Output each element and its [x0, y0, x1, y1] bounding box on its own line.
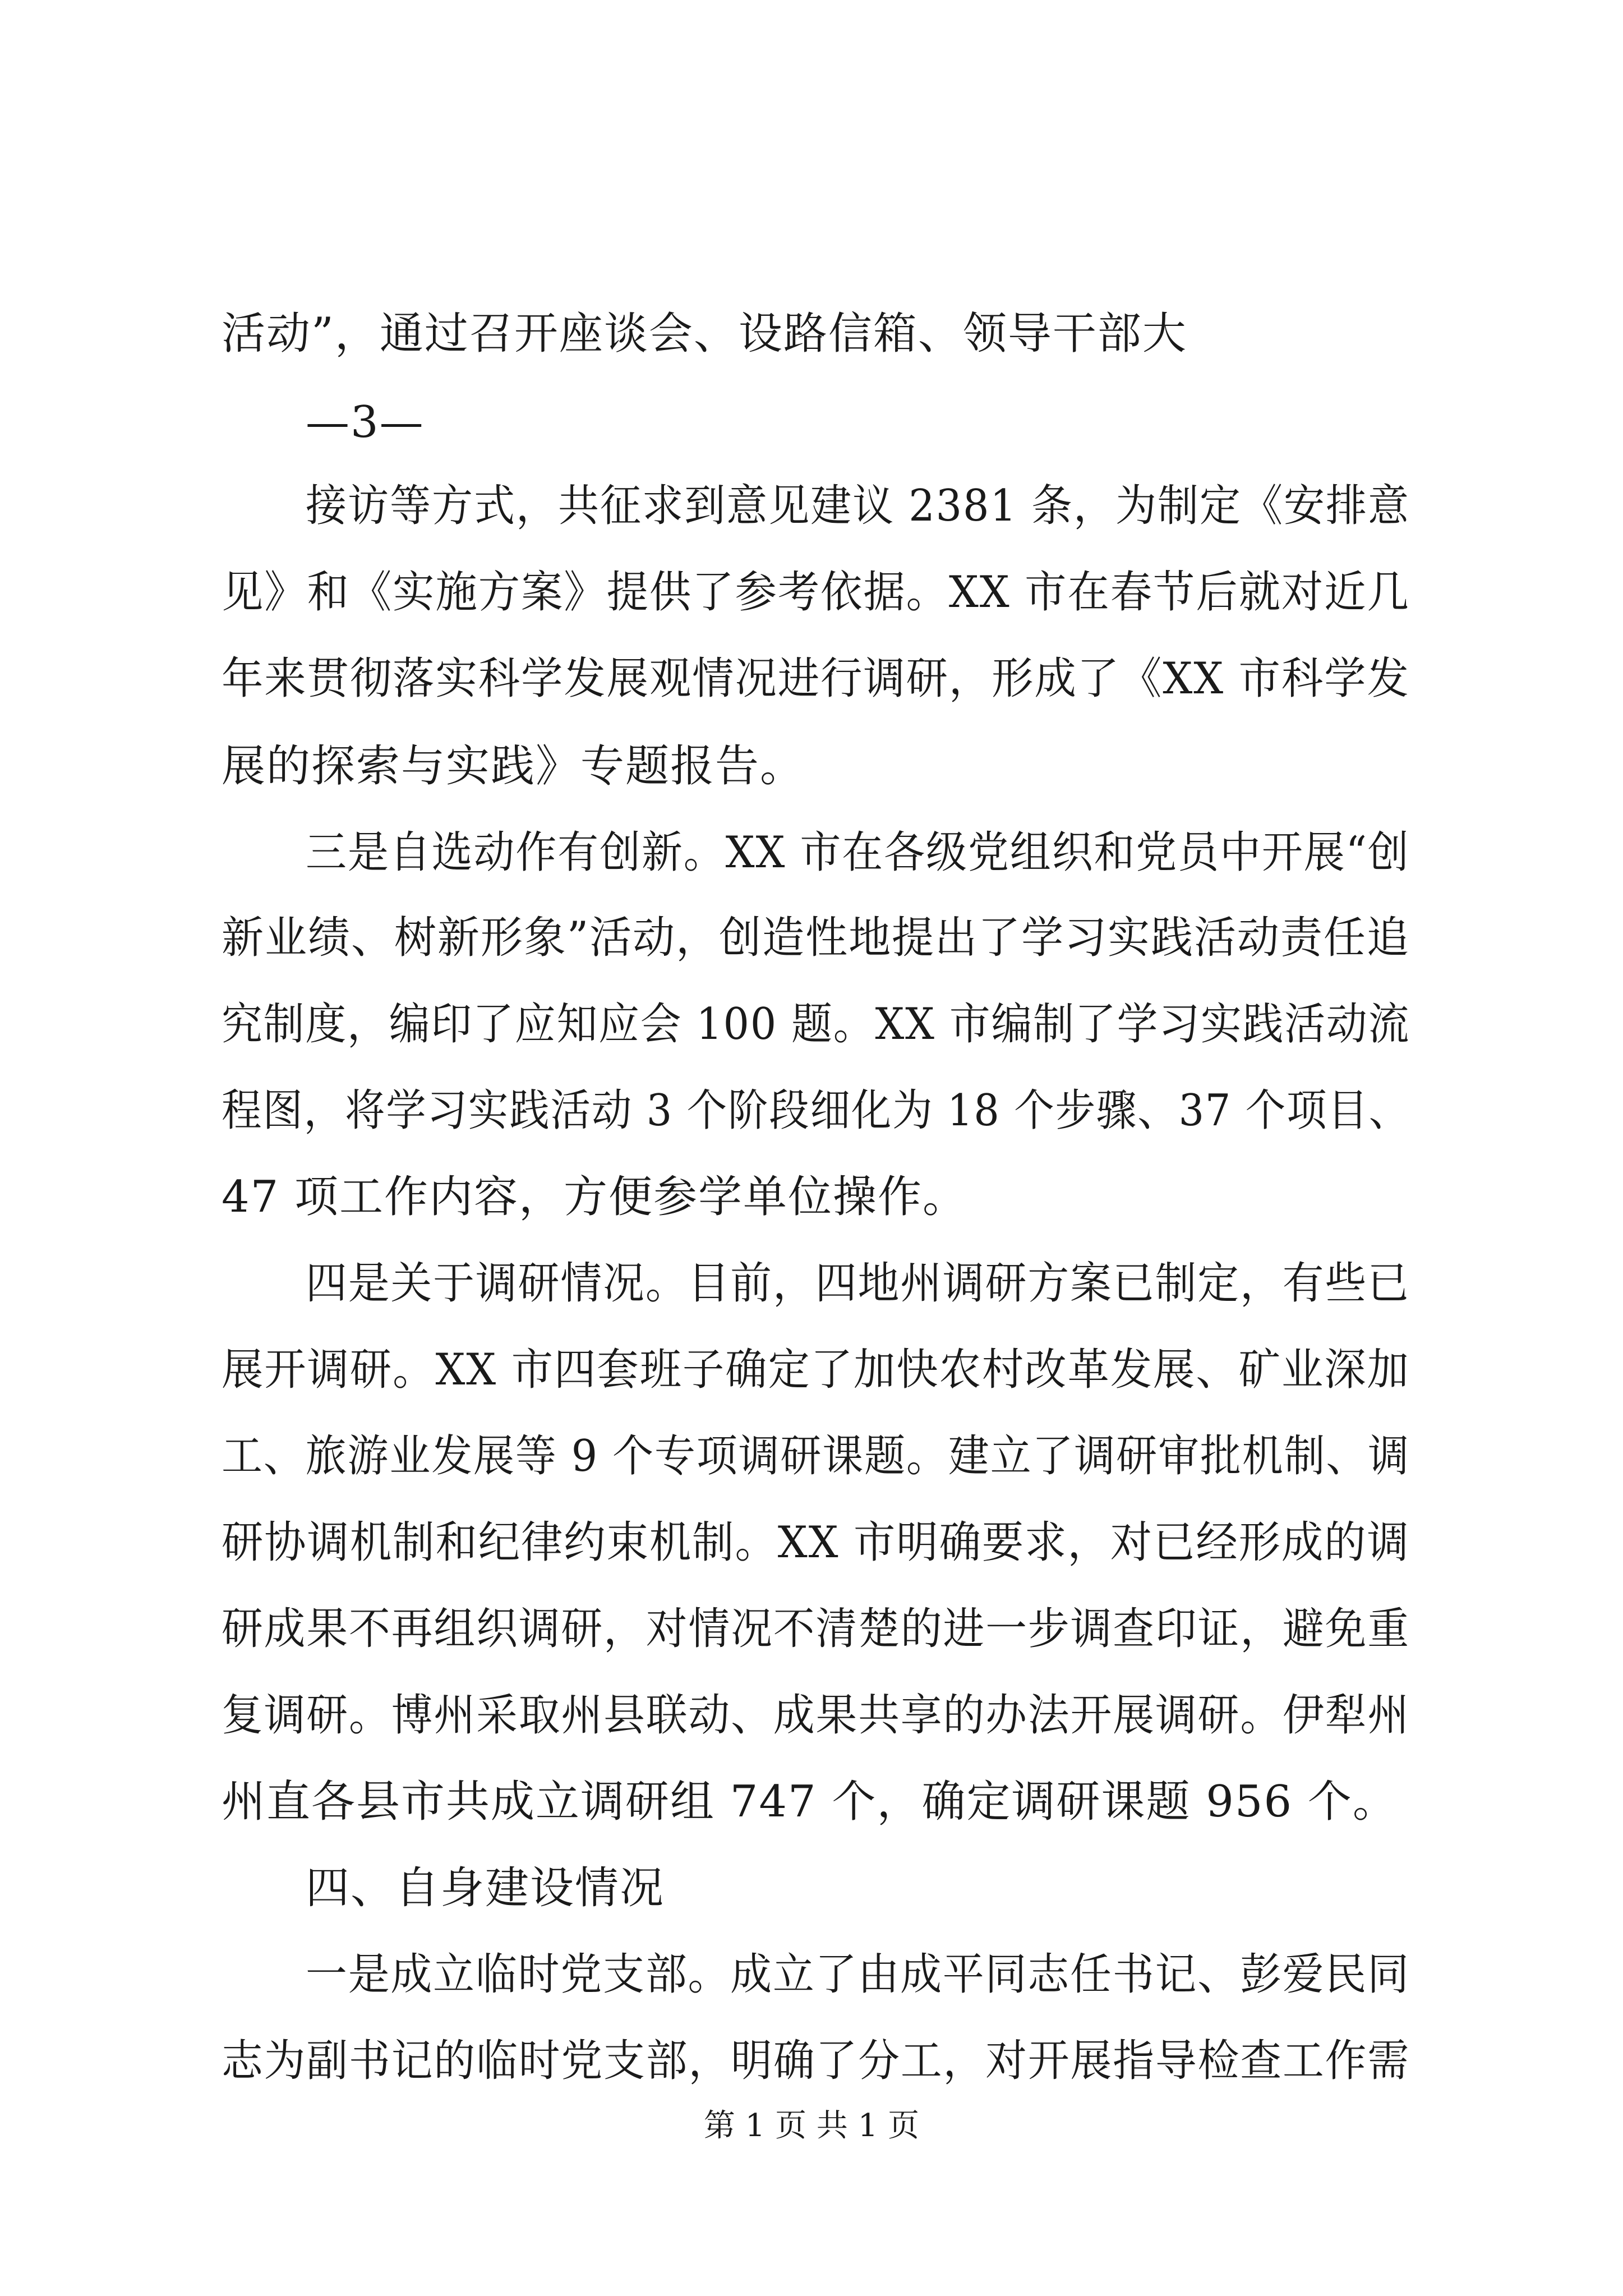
text-line: 研协调机制和纪律约束机制。XX 市明确要求，对已经形成的调	[222, 1517, 1410, 1568]
text-line: 研成果不再组织调研，对情况不清楚的进一步调查印证，避免重	[222, 1604, 1410, 1654]
text-line: 究制度，编印了应知应会 100 题。XX 市编制了学习实践活动流	[222, 999, 1410, 1050]
text-line: 四是关于调研情况。目前，四地州调研方案已制定，有些已	[306, 1258, 1410, 1309]
text-line: 展的探索与实践》专题报告。	[222, 741, 805, 792]
text-line: 年来贯彻落实科学发展观情况进行调研，形成了《XX 市科学发	[222, 654, 1410, 704]
section-heading: 四、自身建设情况	[306, 1863, 665, 1913]
text-line: 程图，将学习实践活动 3 个阶段细化为 18 个步骤、37 个项目、	[222, 1085, 1410, 1136]
text-line: 47 项工作内容，方便参学单位操作。	[222, 1172, 968, 1222]
text-line: 见》和《实施方案》提供了参考依据。XX 市在春节后就对近几	[222, 567, 1410, 618]
text-line: 三是自选动作有创新。XX 市在各级党组织和党员中开展“创	[306, 827, 1410, 878]
text-line: 活动”，通过召开座谈会、设路信箱、领导干部大	[222, 309, 1187, 359]
text-line: 州直各县市共成立调研组 747 个，确定调研课题 956 个。	[222, 1777, 1398, 1827]
page-number-marker: —3—	[306, 397, 425, 448]
text-line: 一是成立临时党支部。成立了由成平同志任书记、彭爱民同	[306, 1949, 1410, 2000]
text-line: 志为副书记的临时党支部，明确了分工，对开展指导检查工作需	[222, 2036, 1410, 2086]
text-line: 复调研。博州采取州县联动、成果共享的办法开展调研。伊犁州	[222, 1690, 1410, 1741]
text-line: 工、旅游业发展等 9 个专项调研课题。建立了调研审批机制、调	[222, 1431, 1410, 1481]
text-line: 展开调研。XX 市四套班子确定了加快农村改革发展、矿业深加	[222, 1345, 1410, 1395]
text-line: 接访等方式，共征求到意见建议 2381 条，为制定《安排意	[306, 481, 1410, 531]
page-footer: 第 1 页 共 1 页	[703, 2108, 920, 2144]
text-line: 新业绩、树新形象”活动，创造性地提出了学习实践活动责任追	[222, 913, 1410, 963]
